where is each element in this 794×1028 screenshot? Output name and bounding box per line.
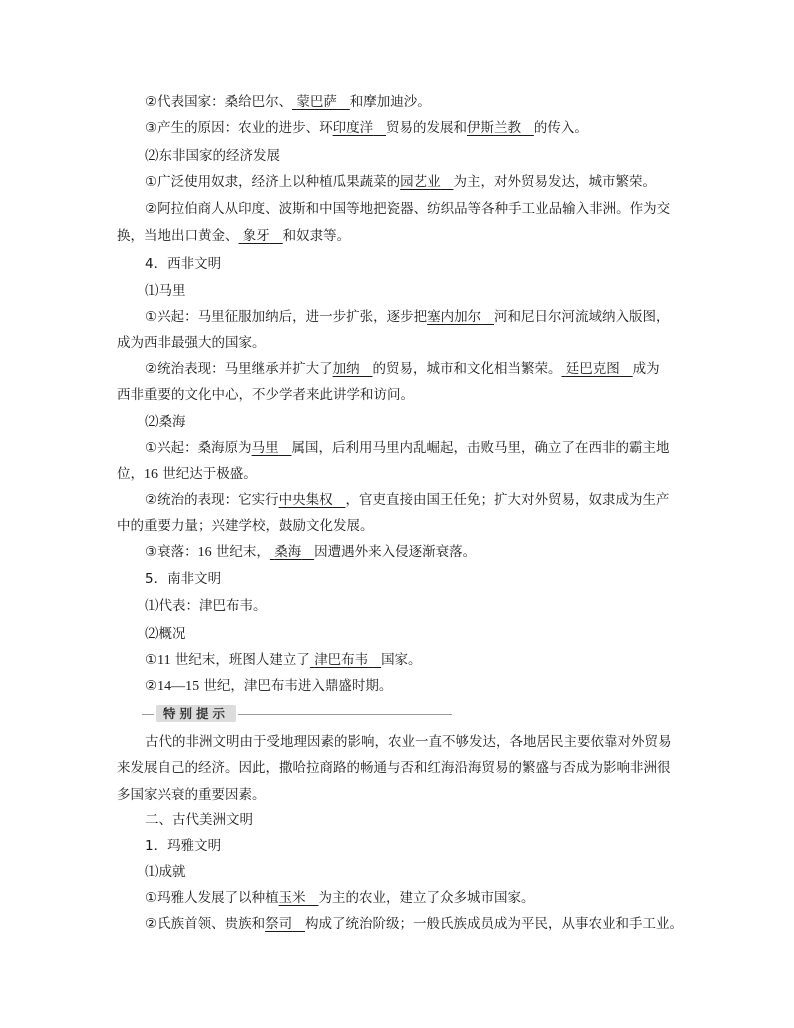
text-segment: 世纪末， [211, 544, 270, 560]
text-line-mali-rule [0, 356, 794, 382]
text-segment: 国家。 [381, 652, 422, 668]
text-line-mali-rise [0, 304, 794, 330]
text-segment: ①兴起：桑海原为 [145, 440, 252, 456]
section-heading-west-africa: 4．西非文明 [145, 256, 222, 272]
text-segment: 为主的农业，建立了众多城市国家。 [318, 890, 535, 906]
fill-in-blank: 中央集权 [278, 492, 333, 508]
text-segment: ① [145, 652, 158, 668]
text-segment: 世纪达于极盛。 [158, 466, 257, 482]
text-segment: ，官吏直接由国王任免；扩大对外贸易，奴隶成为生产 [345, 492, 670, 508]
text-segment: ② [145, 678, 158, 694]
fill-in-blank: 津巴布韦 [314, 652, 369, 668]
text-segment: ①广泛使用奴隶，经济上以种植瓜果蔬菜的 [145, 174, 401, 190]
text-segment: 的贸易，城市和文化相当繁荣。 [372, 361, 562, 377]
text-line-exports [0, 223, 794, 249]
text-segment: 构成了统治阶级；一般氏族成员成为平民，从事农业和手工业。 [304, 916, 683, 932]
number-text: 16 [197, 545, 212, 560]
text-segment: 世纪，津巴布韦进入鼎盛时期。 [199, 678, 393, 694]
text-segment: ①玛雅人发展了以种植 [145, 890, 279, 906]
subheading-overview: ⑵概况 [145, 626, 186, 642]
text-line-zimbabwe-peak [0, 673, 794, 699]
fill-in-blank: 园艺业 [400, 174, 441, 190]
tip-header [142, 703, 454, 725]
tip-badge: 特别提示 [156, 705, 236, 722]
text-segment: 贸易的发展和 [385, 120, 467, 136]
text-segment: 位， [117, 466, 144, 482]
text-line-arab-merchants: ②阿拉伯商人从印度、波斯和中国等地把瓷器、纺织品等各种手工业品输入非洲。作为交 [145, 201, 671, 217]
text-line-songhai-rule-cont: 中的重要力量；兴建学校，鼓励文化发展。 [117, 518, 374, 534]
fill-in-blank: 象牙 [242, 228, 270, 244]
text-segment: 为主，对外贸易发达，城市繁荣。 [453, 174, 656, 190]
fill-in-blank: 廷巴克图 [565, 361, 620, 377]
fill-in-blank: 印度洋 [332, 120, 374, 136]
text-segment: ①兴起：马里征服加纳后，进一步扩张，逐步把 [145, 309, 428, 325]
text-line-mali-rule-cont: 西非重要的文化中心，不少学者来此讲学和访问。 [117, 387, 414, 403]
text-segment: ②统治的表现：它实行 [145, 492, 279, 508]
tip-text-line: 来发展自己的经济。因此，撒哈拉商路的畅通与否和红海沿海贸易的繁盛与否成为影响非洲很 [117, 760, 671, 776]
text-segment: 的传入。 [533, 120, 588, 136]
fill-in-blank: 蒙巴萨 [296, 94, 337, 110]
tip-text-line: 古代的非洲文明由于受地理因素的影响，农业一直不够发达，各地居民主要依靠对外贸易 [145, 734, 672, 750]
fill-in-blank: 塞内加尔 [427, 309, 482, 325]
text-line-east-africa-causes [0, 115, 794, 141]
section-heading-maya: 1．玛雅文明 [145, 838, 222, 854]
text-line-maya-ruling-class [0, 911, 794, 937]
text-line-east-africa-representative-states [0, 89, 794, 115]
text-segment: 世纪末，班图人建立了 [170, 652, 310, 668]
text-segment: 和奴隶等。 [282, 228, 351, 244]
text-segment: 和摩加迪沙。 [349, 94, 431, 110]
fill-in-blank: 桑海 [274, 544, 302, 560]
text-line-maya-agriculture [0, 885, 794, 911]
subheading-songhai: ⑵桑海 [145, 414, 186, 430]
subheading-achievements: ⑴成就 [145, 864, 186, 880]
text-segment: 因遭遇外来入侵逐渐衰落。 [314, 544, 477, 560]
text-line-zimbabwe-founding [0, 647, 794, 673]
section-heading-south-africa: 5．南非文明 [145, 571, 222, 587]
text-segment: ③衰落： [145, 544, 198, 560]
text-segment: 换，当地出口黄金、 [117, 228, 239, 244]
subheading-mali: ⑴马里 [145, 283, 186, 299]
fill-in-blank: 玉米 [278, 890, 306, 906]
fill-in-blank: 伊斯兰教 [466, 120, 521, 136]
text-line-songhai-rise [0, 435, 794, 461]
tip-text-line: 多国家兴衰的重要因素。 [117, 787, 266, 803]
divider [142, 714, 154, 715]
text-segment: ②氏族首领、贵族和 [145, 916, 266, 932]
section-heading-americas: 二、古代美洲文明 [145, 812, 253, 828]
text-line-zimbabwe-representative: ⑴代表：津巴布韦。 [145, 598, 267, 614]
fill-in-blank: 加纳 [332, 361, 360, 377]
divider [238, 714, 452, 715]
number-text: 11 [157, 653, 171, 668]
text-segment: ③产生的原因：农业的进步、环 [145, 120, 333, 136]
text-segment: 成为 [632, 361, 660, 377]
fill-in-blank: 祭司 [265, 916, 293, 932]
fill-in-blank: 马里 [251, 440, 279, 456]
number-text: 16 [144, 467, 158, 482]
text-line-mali-rise-cont: 成为西非最强大的国家。 [117, 335, 266, 351]
number-text: 14—15 [157, 679, 200, 694]
text-line-songhai-rise-cont [0, 461, 794, 487]
text-segment: ②代表国家：桑给巴尔、 [145, 94, 293, 110]
text-line-slave-labor-horticulture [0, 169, 794, 195]
subheading-east-africa-economy: ⑵东非国家的经济发展 [145, 148, 280, 164]
text-segment: 河和尼日尔河流域纳入版图， [493, 309, 670, 325]
text-segment: 属国，后利用马里内乱崛起，击败马里，确立了在西非的霸主地 [291, 440, 670, 456]
text-line-songhai-decline [0, 539, 794, 565]
text-segment: ②统治表现：马里继承并扩大了 [145, 361, 333, 377]
text-line-songhai-rule [0, 487, 794, 513]
